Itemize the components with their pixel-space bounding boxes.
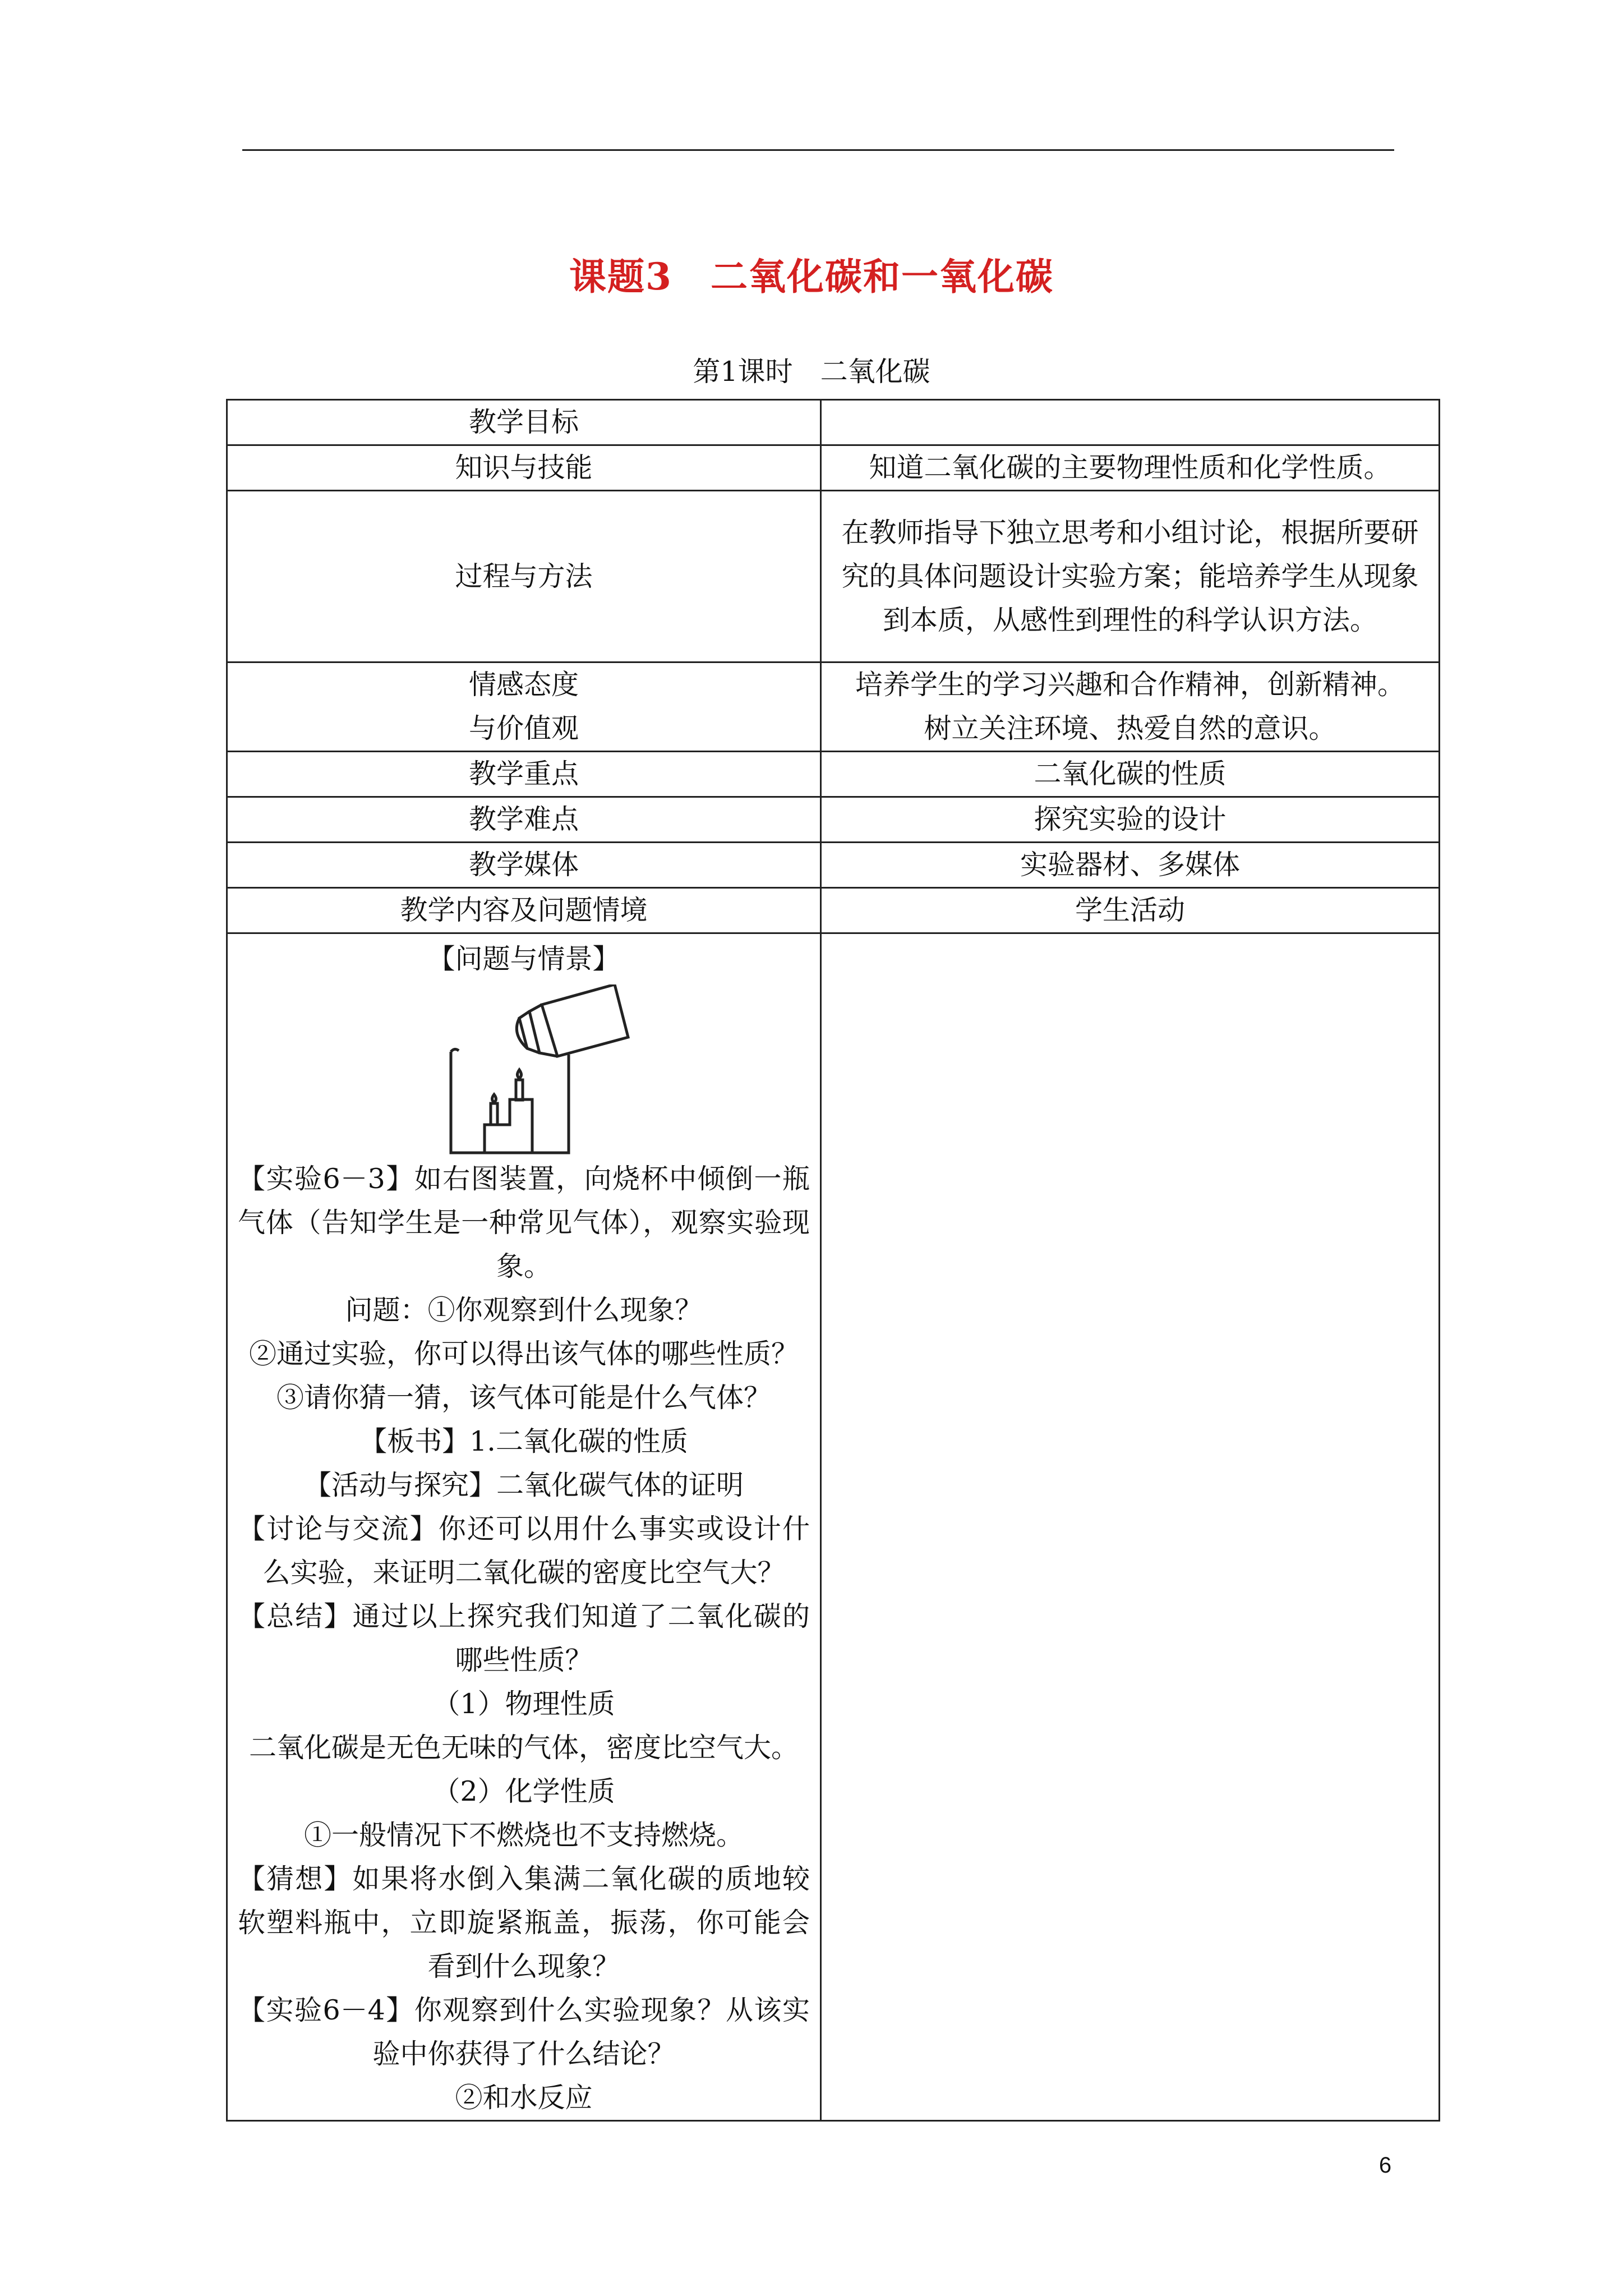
row-value-line: 培养学生的学习兴趣和合作精神，创新精神。 xyxy=(855,669,1405,701)
content-line: 【总结】通过以上探究我们知道了二氧化碳的哪些性质？ xyxy=(238,1600,810,1676)
content-line: 问题：①你观察到什么现象？ xyxy=(345,1294,703,1326)
teaching-content-cell xyxy=(227,933,821,2121)
table-row xyxy=(227,843,1440,888)
beaker-candle-illustration xyxy=(417,984,630,1157)
row-label-line: 情感态度 xyxy=(468,669,579,701)
content-line: 【活动与探究】二氧化碳气体的证明 xyxy=(303,1469,744,1501)
table-row xyxy=(227,400,1440,445)
lesson-subtitle: 第1课时 二氧化碳 xyxy=(693,356,930,388)
content-line: （2）化学性质 xyxy=(432,1775,615,1807)
content-line: 二氧化碳是无色无味的气体，密度比空气大。 xyxy=(248,1732,799,1764)
row-label: 教学媒体 xyxy=(227,843,821,888)
lesson-plan-table xyxy=(226,399,1440,2122)
section-heading: 【问题与情景】 xyxy=(427,943,620,975)
row-value: 探究实验的设计 xyxy=(821,797,1440,843)
table-row xyxy=(227,752,1440,797)
row-label: 教学难点 xyxy=(227,797,821,843)
row-label: 知识与技能 xyxy=(227,445,821,491)
row-label-line: 与价值观 xyxy=(468,712,579,744)
row-value: 在教师指导下独立思考和小组讨论，根据所要研究的具体问题设计实验方案；能培养学生从现象到本质，从感性到理性的科学认识方法。 xyxy=(821,491,1440,662)
content-line: 【实验6－4】你观察到什么实验现象？从该实验中你获得了什么结论？ xyxy=(238,1994,810,2070)
row-label: 教学内容及问题情境 xyxy=(227,888,821,933)
row-label: 过程与方法 xyxy=(227,491,821,662)
content-line: 【实验6－3】如右图装置，向烧杯中倾倒一瓶气体（告知学生是一种常见气体），观察实验现象。 xyxy=(238,1163,810,1282)
table-row xyxy=(227,933,1440,2121)
row-label: 教学目标 xyxy=(227,400,821,445)
table-row xyxy=(227,491,1440,662)
table-row xyxy=(227,797,1440,843)
row-value xyxy=(821,662,1440,752)
row-value: 知道二氧化碳的主要物理性质和化学性质。 xyxy=(821,445,1440,491)
row-label xyxy=(227,662,821,752)
table-row xyxy=(227,888,1440,933)
row-value: 二氧化碳的性质 xyxy=(821,752,1440,797)
content-line: ③请你猜一猜，该气体可能是什么气体？ xyxy=(276,1382,771,1414)
content-line: ②和水反应 xyxy=(455,2082,593,2114)
table-row xyxy=(227,662,1440,752)
content-line: ①一般情况下不燃烧也不支持燃烧。 xyxy=(303,1819,744,1851)
row-label: 教学重点 xyxy=(227,752,821,797)
content-line: ②通过实验，你可以得出该气体的哪些性质？ xyxy=(248,1338,799,1370)
row-value: 实验器材、多媒体 xyxy=(821,843,1440,888)
content-line: （1）物理性质 xyxy=(432,1688,615,1720)
header-rule xyxy=(242,149,1394,151)
row-value: 学生活动 xyxy=(821,888,1440,933)
page-number: 6 xyxy=(1378,2153,1392,2178)
row-value-line: 树立关注环境、热爱自然的意识。 xyxy=(924,712,1336,744)
table-row xyxy=(227,445,1440,491)
row-value xyxy=(821,400,1440,445)
lesson-title: 课题3 二氧化碳和一氧化碳 xyxy=(569,255,1054,298)
content-line: 【板书】1.二氧化碳的性质 xyxy=(359,1425,688,1457)
content-line: 【讨论与交流】你还可以用什么事实或设计什么实验，来证明二氧化碳的密度比空气大？ xyxy=(238,1513,810,1589)
content-line: 【猜想】如果将水倒入集满二氧化碳的质地较软塑料瓶中，立即旋紧瓶盖，振荡，你可能会看到什么现象？ xyxy=(238,1863,810,1982)
student-activity-cell xyxy=(821,933,1440,2121)
